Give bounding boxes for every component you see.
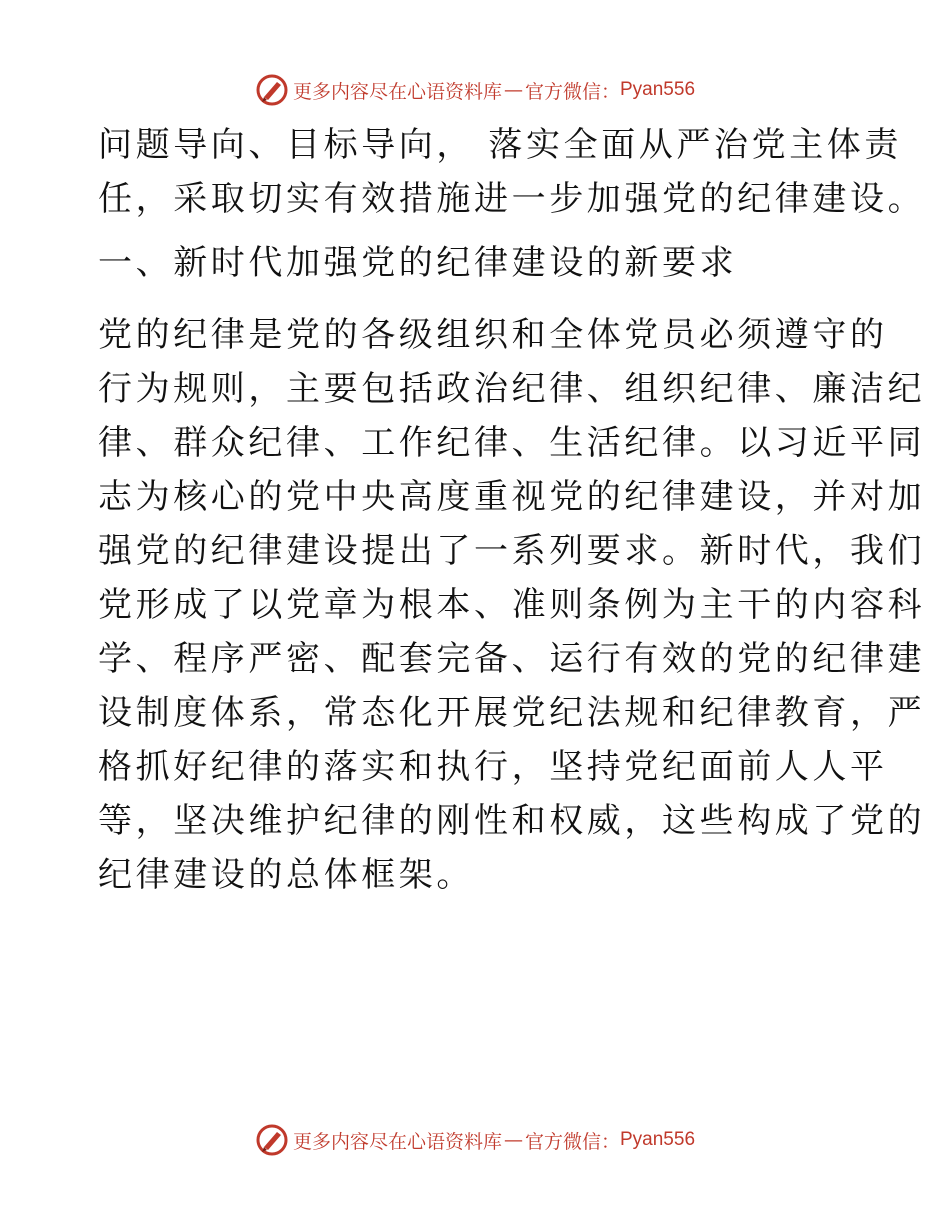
header-banner [0,70,950,110]
banner-official-label: 官方微信： [524,1130,620,1153]
banner-main-text: 更多内容尽在心语资料库 [292,80,502,103]
paragraph-line: 设制度体系，常态化开展党纪法规和纪律教育，严 [98,693,926,733]
banner-dash: — [503,79,523,101]
paragraph-line: 等，坚决维护纪律的刚性和权威，这些构成了党的 [98,801,926,841]
intro-line: 任，采取切实有效措施进一步加强党的纪律建设。 [98,179,926,219]
banner-wechat-id: Pyan556 [620,79,696,100]
section-heading: 一、新时代加强党的纪律建设的新要求 [98,243,738,283]
intro-line: 问题导向、目标导向， 落实全面从严治党主体责 [98,125,903,165]
banner-main-text: 更多内容尽在心语资料库 [292,1130,502,1153]
paragraph-line: 党形成了以党章为根本、准则条例为主干的内容科 [98,585,926,625]
paragraph-line: 志为核心的党中央高度重视党的纪律建设，并对加 [98,477,926,517]
banner-dash: — [503,1129,523,1151]
footer-banner [0,1120,950,1160]
paragraph-line: 党的纪律是党的各级组织和全体党员必须遵守的 [98,315,888,355]
paragraph-line: 纪律建设的总体框架。 [98,855,474,895]
banner-wechat-id: Pyan556 [620,1129,696,1150]
paragraph-line: 行为规则，主要包括政治纪律、组织纪律、廉洁纪 [98,369,926,409]
paragraph-line: 格抓好纪律的落实和执行，坚持党纪面前人人平 [98,747,888,787]
paragraph-line: 律、群众纪律、工作纪律、生活纪律。以习近平同 [98,423,926,463]
paragraph-line: 学、程序严密、配套完备、运行有效的党的纪律建 [98,639,926,679]
banner-official-label: 官方微信： [524,80,620,103]
paragraph-line: 强党的纪律建设提出了一系列要求。新时代，我们 [98,531,926,571]
pen-logo-icon [255,73,289,107]
body-paragraph [98,308,926,902]
pen-logo-icon [255,1123,289,1157]
document-body [98,118,926,902]
